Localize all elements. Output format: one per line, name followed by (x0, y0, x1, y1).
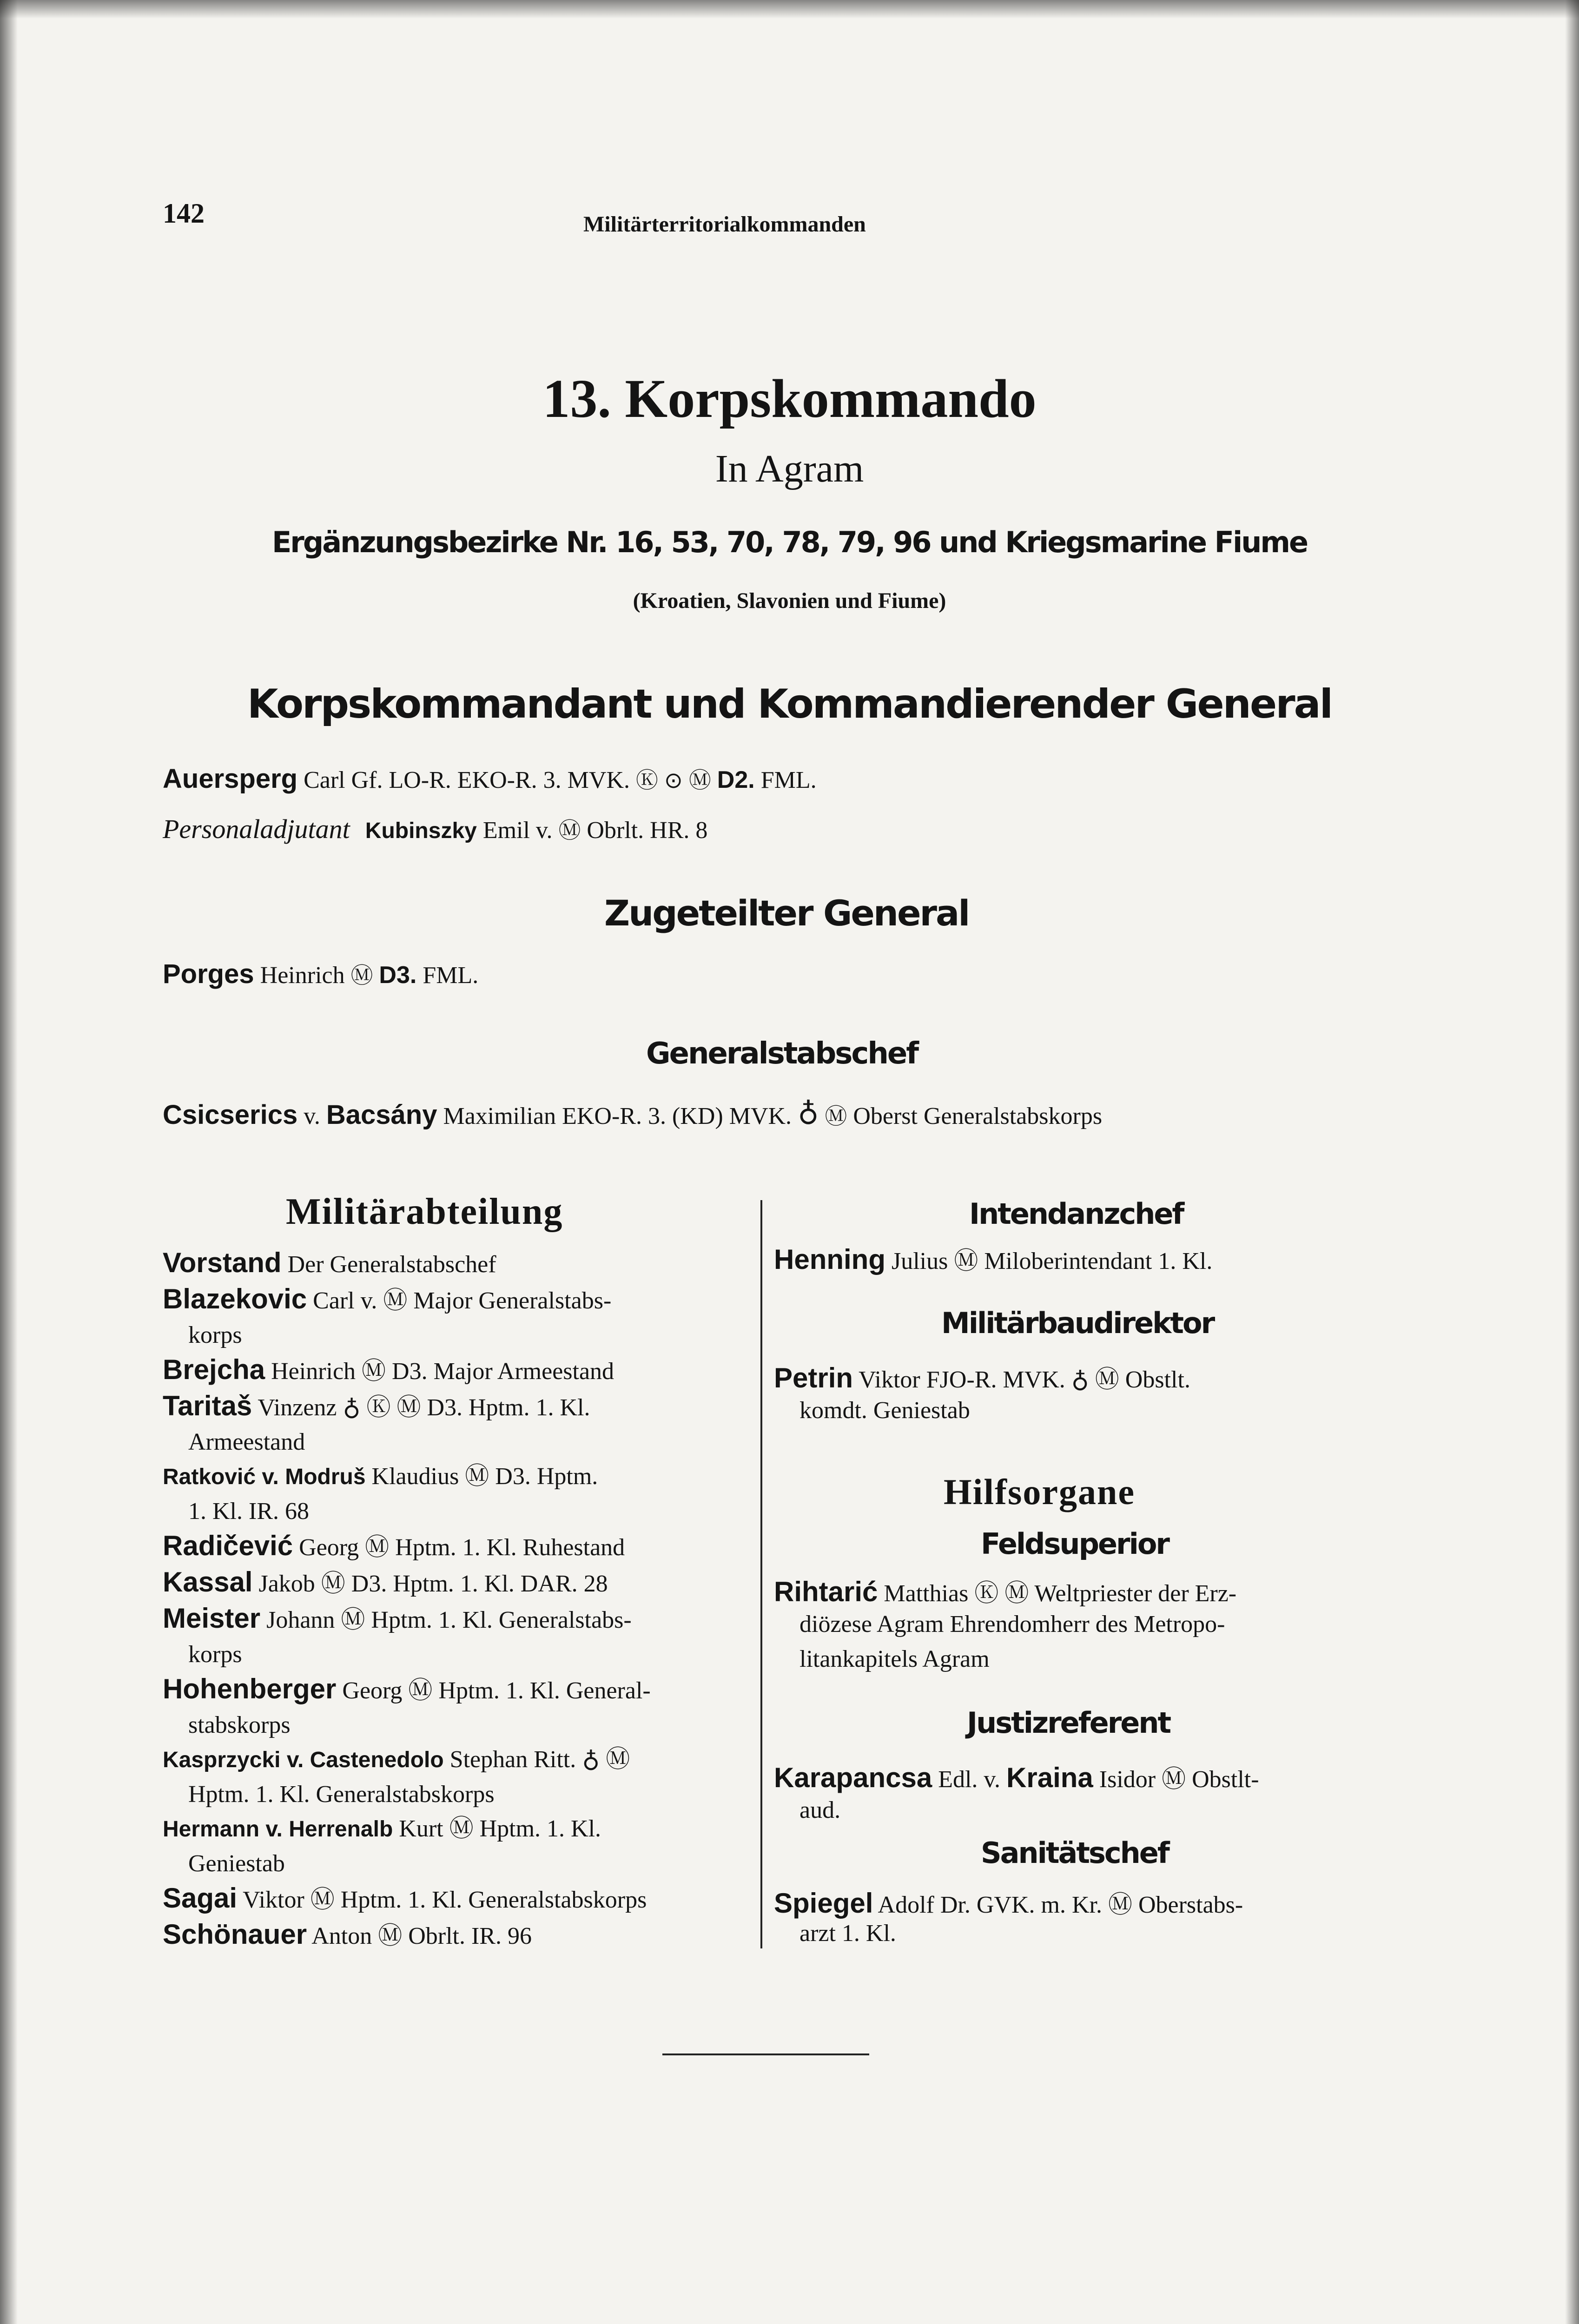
assigned-rank-d: D3. (379, 962, 417, 989)
list-item (163, 1389, 758, 1425)
districts-line: Ergänzungsbezirke Nr. 16, 53, 70, 78, 79, 96 und Kriegsmarine Fiume (271, 525, 1308, 559)
m-symbol-icon: Ⓜ (688, 768, 711, 793)
person-details: Stephan Ritt. ♁ Ⓜ (443, 1746, 630, 1773)
person-details: Jakob Ⓜ D3. Hptm. 1. Kl. DAR. 28 (252, 1571, 608, 1597)
person-name: Radičević (163, 1530, 293, 1561)
person-details: Klaudius Ⓜ D3. Hptm. (365, 1463, 598, 1490)
person-name: Sagai (163, 1882, 238, 1914)
sanitaet-entry (774, 1885, 1243, 1920)
list-item (163, 1812, 758, 1847)
left-heading: Militärabteilung (286, 1191, 563, 1232)
person-details: korps (188, 1322, 242, 1348)
location-subtitle: In Agram (715, 447, 864, 490)
commander-details-a: Carl Gf. LO-R. EKO-R. 3. MVK. (304, 767, 630, 793)
scan-shadow-right (1565, 0, 1579, 2324)
adjutant-details: Obrlt. HR. 8 (587, 817, 708, 844)
commander-details-b: FML. (760, 767, 817, 793)
person-name: Schönauer (163, 1919, 307, 1950)
person-details: Georg Ⓜ Hptm. 1. Kl. Ruhestand (293, 1534, 625, 1561)
regions-line: (Kroatien, Slavonien und Fiume) (633, 588, 946, 613)
sanitaet-cont: arzt 1. Kl. (799, 1920, 896, 1947)
list-item-continuation (163, 1637, 758, 1672)
intendant-details: Julius Ⓜ Miloberintendant 1. Kl. (885, 1248, 1213, 1274)
person-name: Vorstand (163, 1247, 282, 1278)
assigned-name: Porges (163, 959, 254, 989)
feldsuperior-name: Rihtarić (774, 1576, 878, 1607)
sanitaet-heading: Sanitätschef (981, 1836, 1169, 1870)
assigned-heading: Zugeteilter General (604, 892, 969, 934)
intendant-name: Henning (774, 1244, 885, 1275)
adjutant-entry (163, 812, 707, 845)
list-item (163, 1917, 758, 1954)
baudirektor-heading: Militärbaudirektor (941, 1306, 1214, 1340)
baudirektor-details: Viktor FJO-R. MVK. ♁ Ⓜ Obstlt. (853, 1367, 1190, 1393)
scan-shadow-left (0, 0, 18, 2324)
person-details: Georg Ⓜ Hptm. 1. Kl. General- (336, 1677, 651, 1704)
justiz-heading: Justizreferent (967, 1706, 1170, 1740)
person-details: Johann Ⓜ Hptm. 1. Kl. Generalstabs- (260, 1607, 632, 1633)
assigned-rank: FML. (423, 962, 479, 989)
chief-of-staff-heading: Generalstabschef (646, 1037, 918, 1071)
person-details: Viktor Ⓜ Hptm. 1. Kl. Generalstabskorps (237, 1887, 647, 1913)
m-symbol-icon: Ⓜ (825, 1104, 847, 1129)
justiz-details-a: Edl. v. (932, 1766, 1007, 1793)
m-symbol-icon: Ⓜ (558, 818, 581, 844)
list-item (163, 1565, 758, 1601)
feldsuperior-entry (774, 1573, 1236, 1608)
scan-shadow-top (0, 0, 1579, 19)
list-item-continuation (163, 1777, 758, 1812)
m-symbol-icon: Ⓜ (350, 963, 373, 989)
list-item (163, 1672, 758, 1708)
assigned-entry (163, 957, 478, 990)
list-item (163, 1246, 758, 1282)
adjutant-name: Kubinszky (365, 819, 477, 843)
chief-prefix: v. (304, 1103, 320, 1129)
person-details: Hptm. 1. Kl. Generalstabskorps (188, 1781, 495, 1808)
person-details: Armeestand (188, 1429, 305, 1455)
justiz-name2: Kraina (1006, 1762, 1093, 1793)
list-item-continuation (163, 1425, 758, 1459)
person-details: Carl v. Ⓜ Major Generalstabs- (307, 1287, 612, 1314)
intendant-entry (774, 1241, 1212, 1276)
chief-of-staff-entry (163, 1097, 1102, 1131)
list-item (163, 1743, 758, 1777)
justiz-name: Karapancsa (774, 1762, 932, 1793)
page-number: 142 (163, 198, 205, 229)
running-title: Militärterritorialkommanden (583, 212, 866, 237)
closing-rule (662, 2053, 869, 2055)
person-details: Heinrich Ⓜ D3. Major Armeestand (265, 1358, 614, 1385)
justiz-entry (774, 1759, 1259, 1794)
person-details: korps (188, 1641, 242, 1668)
page-title: 13. Korpskommando (542, 368, 1037, 429)
circle-dot-symbol-icon: ⊙ (664, 768, 683, 793)
intendant-heading: Intendanzchef (969, 1197, 1183, 1231)
person-name: Ratković v. Modruš (163, 1465, 366, 1489)
list-item (163, 1459, 758, 1494)
sanitaet-details: Adolf Dr. GVK. m. Kr. Ⓜ Oberstabs- (873, 1892, 1243, 1918)
person-name: Taritaš (163, 1390, 252, 1421)
hilfsorgane-heading: Hilfsorgane (944, 1472, 1135, 1512)
chief-name2: Bacsány (326, 1100, 437, 1130)
person-details: Der Generalstabschef (281, 1251, 496, 1278)
justiz-details-b: Isidor Ⓜ Obstlt- (1093, 1766, 1259, 1793)
baudirektor-cont: komdt. Geniestab (799, 1397, 970, 1424)
adjutant-first: Emil v. (482, 817, 553, 844)
chief-name: Csicserics (163, 1100, 298, 1130)
person-name: Hermann v. Herrenalb (163, 1817, 393, 1842)
person-name: Kasprzycki v. Castenedolo (163, 1748, 444, 1772)
list-item (163, 1881, 758, 1917)
commander-rank-d: D2. (717, 766, 755, 793)
chief-details-b: Oberst Generalstabskorps (853, 1103, 1103, 1129)
list-item (163, 1601, 758, 1637)
person-name: Kassal (163, 1566, 253, 1598)
commander-name: Auersperg (163, 764, 298, 794)
commander-entry (163, 762, 817, 794)
feldsuperior-cont2: litankapitels Agram (799, 1646, 990, 1672)
baudirektor-name: Petrin (774, 1362, 853, 1393)
chief-details-a: Maximilian EKO-R. 3. (KD) MVK. (443, 1103, 792, 1129)
sanitaet-name: Spiegel (774, 1888, 873, 1919)
person-details: stabskorps (188, 1712, 291, 1738)
list-item-continuation (163, 1494, 758, 1529)
feldsuperior-details: Matthias Ⓚ Ⓜ Weltpriester der Erz- (878, 1580, 1237, 1607)
feldsuperior-cont1: diözese Agram Ehrendomherr des Metropo- (799, 1611, 1225, 1637)
person-details: Vinzenz ♁ Ⓚ Ⓜ D3. Hptm. 1. Kl. (252, 1394, 590, 1421)
list-item-continuation (163, 1318, 758, 1353)
baudirektor-entry (774, 1360, 1190, 1394)
justiz-cont: aud. (799, 1797, 841, 1823)
person-details: Geniestab (188, 1850, 285, 1877)
list-item (163, 1529, 758, 1565)
list-item (163, 1353, 758, 1389)
person-name: Blazekovic (163, 1283, 307, 1314)
list-item-continuation (163, 1708, 758, 1743)
list-item-continuation (163, 1847, 758, 1881)
feldsuperior-heading: Feldsuperior (981, 1527, 1169, 1561)
militaerabteilung-list (163, 1246, 758, 1954)
person-name: Meister (163, 1603, 261, 1634)
list-item (163, 1282, 758, 1318)
person-details: Kurt Ⓜ Hptm. 1. Kl. (393, 1816, 601, 1842)
person-details: 1. Kl. IR. 68 (188, 1498, 309, 1525)
cross-symbol-icon: ♁ (798, 1097, 819, 1131)
commander-heading: Korpskommandant und Kommandierender General (247, 681, 1332, 727)
adjutant-label: Personaladjutant (163, 814, 350, 844)
k-symbol-icon: Ⓚ (636, 768, 658, 793)
person-details: Anton Ⓜ Obrlt. IR. 96 (307, 1923, 532, 1949)
person-name: Brejcha (163, 1354, 265, 1385)
assigned-first: Heinrich (260, 962, 345, 989)
column-divider (760, 1200, 762, 1948)
person-name: Hohenberger (163, 1673, 337, 1704)
